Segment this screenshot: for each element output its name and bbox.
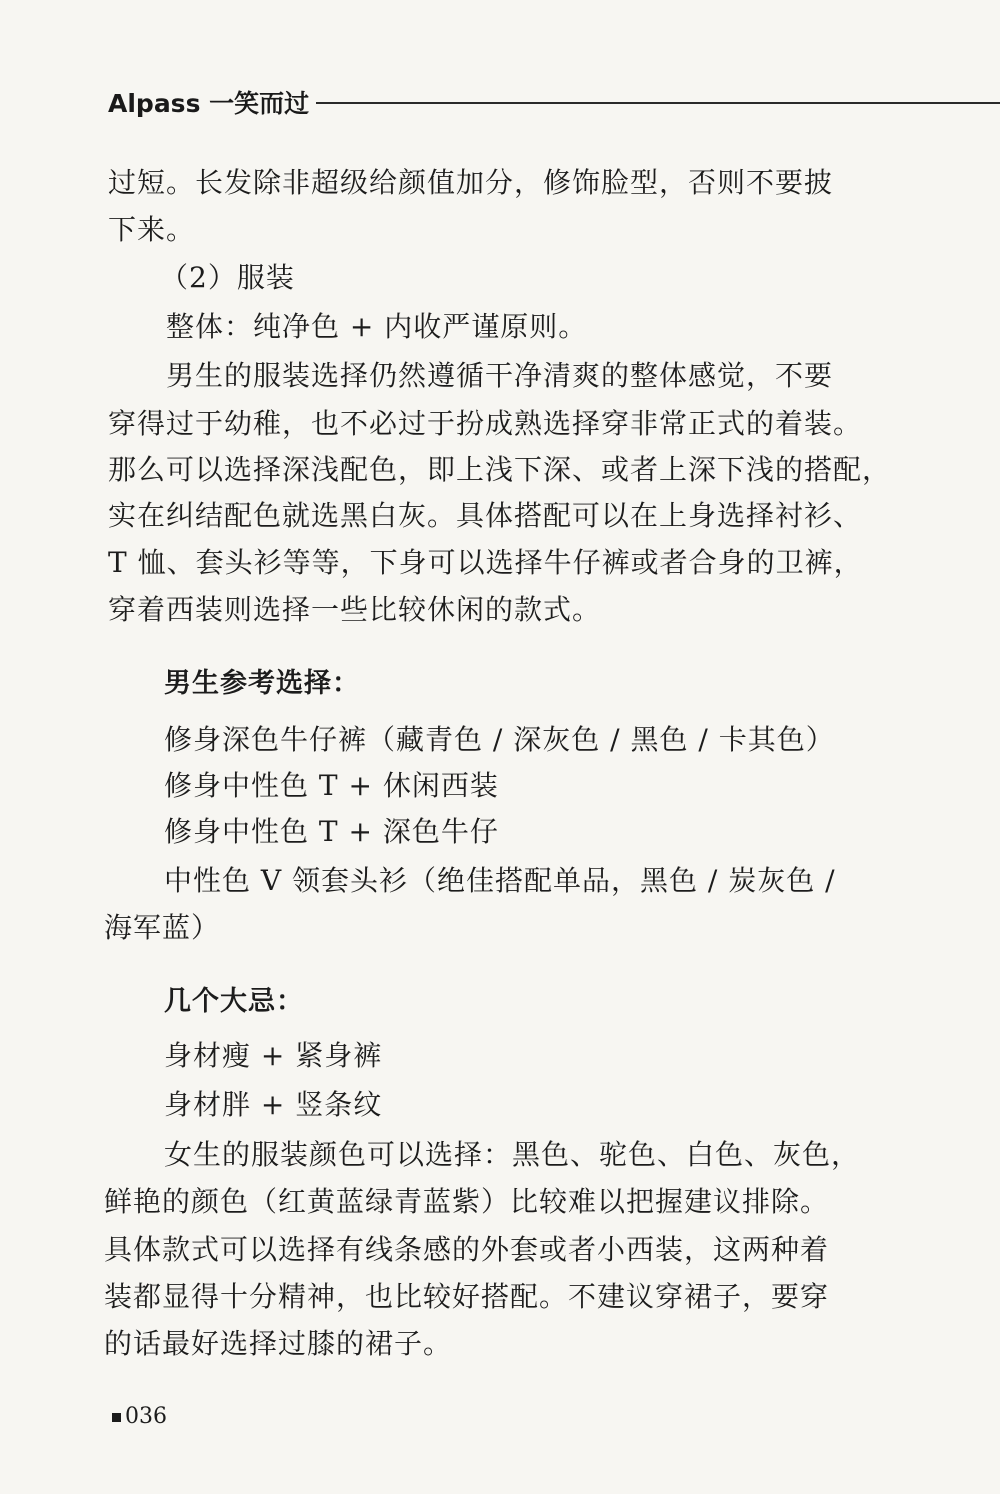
paragraph-line: 那么可以选择深浅配色，即上浅下深、或者上深下浅的搭配， [108,453,892,486]
section-subtitle: （2）服装 [160,261,295,294]
list-item: 修身中性色 T + 深色牛仔 [164,815,499,848]
taboo-heading: 几个大忌： [164,986,304,1017]
footer-square-icon [112,1413,121,1422]
list-item: 身材胖 + 竖条纹 [164,1088,383,1121]
header-title: Alpass 一笑而过 [108,89,310,118]
list-item: 身材瘦 + 紧身裤 [164,1039,383,1072]
paragraph-line: T 恤、套头衫等等，下身可以选择牛仔裤或者合身的卫裤， [108,546,863,579]
paragraph-line: 实在纠结配色就选黑白灰。具体搭配可以在上身选择衬衫、 [108,499,863,532]
running-header [108,82,1000,122]
paragraph-line: 鲜艳的颜色（红黄蓝绿青蓝紫）比较难以把握建议排除。 [104,1185,830,1218]
list-item: 修身中性色 T + 休闲西装 [164,769,499,802]
paragraph-line: 的话最好选择过膝的裙子。 [104,1327,453,1360]
men-reference-heading: 男生参考选择： [164,668,360,699]
page-footer [112,1402,167,1432]
paragraph-line: 整体：纯净色 + 内收严谨原则。 [166,310,588,343]
paragraph-line: 下来。 [108,213,196,246]
paragraph-line: 装都显得十分精神，也比较好搭配。不建议穿裙子，要穿 [104,1280,830,1313]
header-rule [316,102,1000,104]
paragraph-line: 女生的服装颜色可以选择：黑色、驼色、白色、灰色， [164,1138,861,1171]
list-item: 中性色 V 领套头衫（绝佳搭配单品，黑色 / 炭灰色 / [164,864,836,897]
paragraph-line: 穿着西装则选择一些比较休闲的款式。 [108,593,602,626]
paragraph-line: 具体款式可以选择有线条感的外套或者小西装，这两种着 [104,1233,830,1266]
list-item: 修身深色牛仔裤（藏青色 / 深灰色 / 黑色 / 卡其色） [164,723,835,756]
paragraph-line: 男生的服装选择仍然遵循干净清爽的整体感觉，不要 [166,359,834,392]
paragraph-line: 过短。长发除非超级给颜值加分，修饰脸型，否则不要披 [108,166,834,199]
list-item: 海军蓝） [104,911,221,944]
paragraph-line: 穿得过于幼稚，也不必过于扮成熟选择穿非常正式的着装。 [108,407,863,440]
page-number: 036 [125,1404,167,1429]
